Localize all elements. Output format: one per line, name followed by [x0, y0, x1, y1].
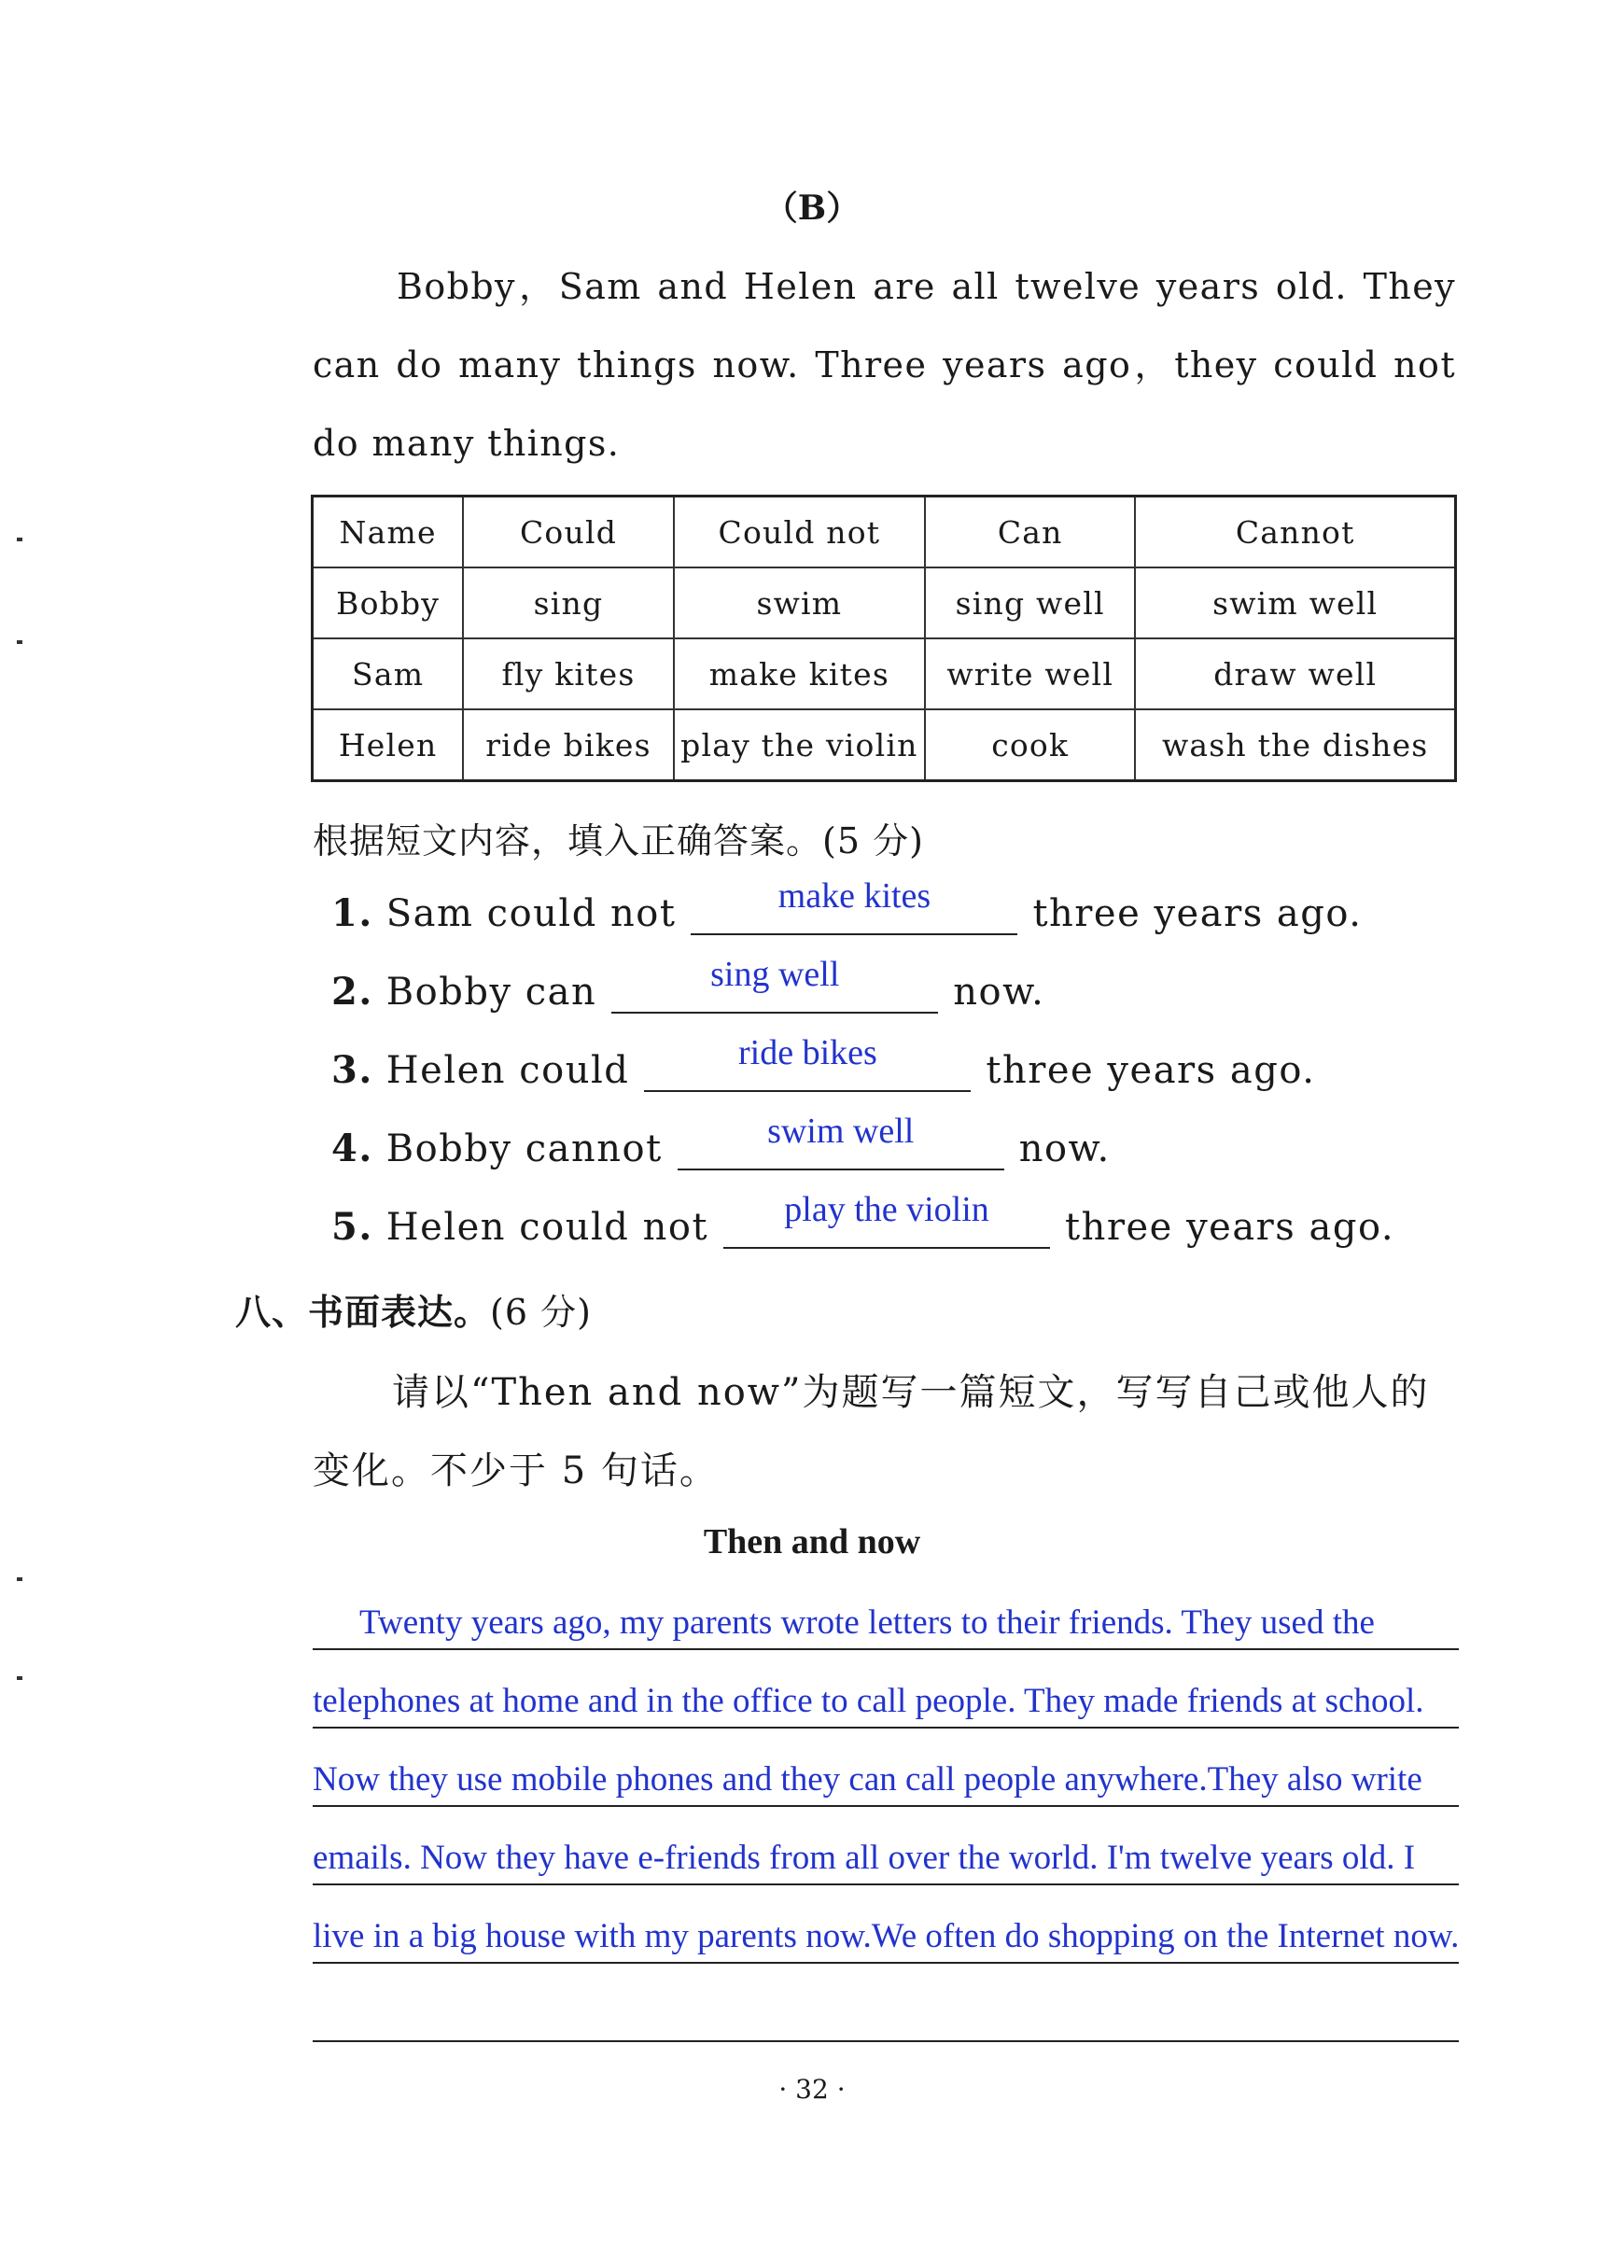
- question-text-before: Helen could not: [385, 1206, 709, 1249]
- essay-line[interactable]: [313, 1822, 1459, 1885]
- question-text-before: Sam could not: [385, 892, 677, 935]
- table-row: [313, 567, 1456, 638]
- table-row: [313, 638, 1456, 709]
- table-cell: sing: [463, 567, 673, 638]
- answer-blank[interactable]: [611, 955, 938, 1014]
- essay-line[interactable]: [313, 1587, 1459, 1650]
- handwritten-answer: sing well: [710, 955, 840, 994]
- part-heading: [235, 1283, 592, 1335]
- question-1: [331, 876, 1363, 935]
- question-text-before: Bobby cannot: [385, 1127, 663, 1170]
- table-header-cell: Could not: [674, 497, 925, 568]
- table-header-cell: Could: [463, 497, 673, 568]
- page-number: · 32 ·: [778, 2074, 846, 2105]
- table-cell: play the violin: [674, 709, 925, 781]
- essay-line[interactable]: [313, 1900, 1459, 1964]
- table-cell: fly kites: [463, 638, 673, 709]
- answer-blank[interactable]: [644, 1033, 971, 1092]
- essay-line[interactable]: [313, 1743, 1459, 1807]
- table-header-cell: Can: [925, 497, 1135, 568]
- scan-mark: [17, 640, 22, 644]
- question-number: 1.: [331, 891, 373, 935]
- essay-title: Then and now: [703, 1522, 921, 1561]
- scan-mark: [17, 1676, 22, 1680]
- table-header-cell: Cannot: [1135, 497, 1455, 568]
- question-text-after: three years ago.: [1032, 892, 1363, 935]
- essay-line[interactable]: [313, 1979, 1459, 2042]
- essay-text: Twenty years ago, my parents wrote letters to their friends. They used the: [359, 1603, 1375, 1642]
- answer-blank[interactable]: [723, 1190, 1050, 1249]
- table-cell: sing well: [925, 567, 1135, 638]
- section-title: （B）: [763, 189, 861, 228]
- table-cell: Helen: [313, 709, 464, 781]
- answer-blank[interactable]: [678, 1114, 1004, 1170]
- question-number: 4.: [331, 1127, 373, 1170]
- scan-mark: [17, 538, 22, 541]
- table-cell: Bobby: [313, 567, 464, 638]
- table-header-cell: Name: [313, 497, 464, 568]
- question-3: [331, 1033, 1316, 1092]
- table-cell: make kites: [674, 638, 925, 709]
- table-cell: write well: [925, 638, 1135, 709]
- question-number: 3.: [331, 1048, 373, 1092]
- table-cell: wash the dishes: [1135, 709, 1455, 781]
- question-text-after: three years ago.: [1065, 1206, 1395, 1249]
- reading-passage: Bobby，Sam and Helen are all twelve years old. They can do many things now. Three years ago，they could not do many things.: [313, 266, 1456, 464]
- handwritten-answer: play the violin: [784, 1190, 989, 1229]
- essay-text: live in a big house with my parents now.We often do shopping on the Internet now.: [313, 1917, 1460, 1955]
- handwritten-answer: make kites: [777, 876, 931, 916]
- answer-blank[interactable]: [691, 876, 1017, 935]
- essay-line[interactable]: [313, 1665, 1459, 1729]
- exercise-instruction: 根据短文内容，填入正确答案。(5 分): [313, 820, 924, 861]
- scan-mark: [17, 1577, 22, 1581]
- table-cell: Sam: [313, 638, 464, 709]
- question-2: [331, 955, 1045, 1014]
- table-cell: ride bikes: [463, 709, 673, 781]
- essay-text: emails. Now they have e-friends from all over the world. I'm twelve years old. I: [313, 1839, 1416, 1877]
- writing-instruction: 请以“Then and now”为题写一篇短文，写写自己或他人的变化。不少于 5 句话。: [313, 1371, 1430, 1492]
- table-cell: swim well: [1135, 567, 1455, 638]
- part-label: 八、书面表达。: [235, 1291, 491, 1333]
- table-cell: swim: [674, 567, 925, 638]
- question-number: 5.: [331, 1205, 373, 1249]
- question-5: [331, 1190, 1395, 1249]
- table-cell: draw well: [1135, 638, 1455, 709]
- question-text-before: Bobby can: [385, 971, 597, 1014]
- handwritten-answer: ride bikes: [738, 1033, 877, 1072]
- part-points: (6 分): [490, 1292, 592, 1333]
- question-text-after: now.: [953, 971, 1045, 1014]
- table-row: [313, 709, 1456, 781]
- question-4: [331, 1114, 1111, 1170]
- question-text-after: now.: [1018, 1127, 1111, 1170]
- table-header-row: [313, 497, 1456, 568]
- table-cell: cook: [925, 709, 1135, 781]
- essay-text: telephones at home and in the office to call people. They made friends at school.: [313, 1682, 1424, 1720]
- essay-text: Now they use mobile phones and they can call people anywhere.They also write: [313, 1760, 1422, 1799]
- handwritten-answer: swim well: [767, 1112, 915, 1151]
- question-number: 2.: [331, 970, 373, 1014]
- question-text-before: Helen could: [385, 1049, 630, 1092]
- question-text-after: three years ago.: [986, 1049, 1316, 1092]
- info-table: [311, 495, 1457, 782]
